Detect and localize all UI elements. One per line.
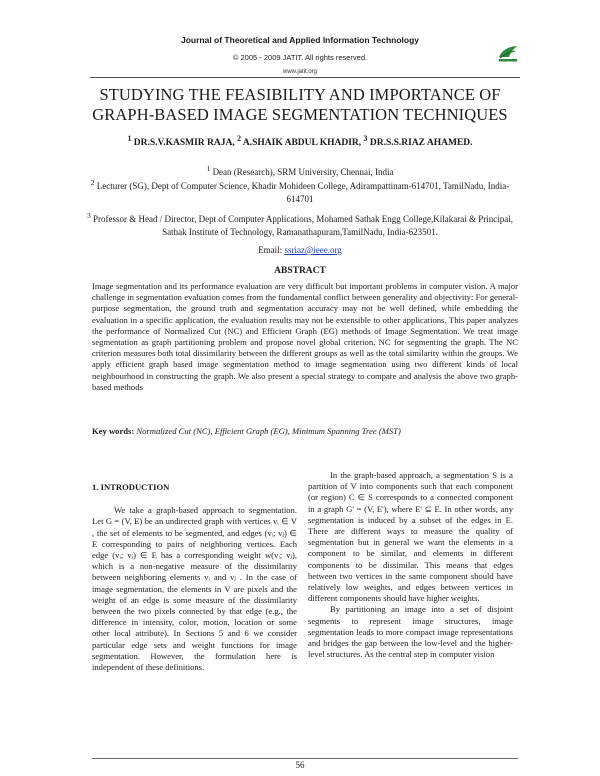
paper-title-line-1: STUDYING THE FEASIBILITY AND IMPORTANCE OF — [99, 85, 501, 104]
website-url[interactable]: www.jatit.org — [282, 69, 317, 75]
author-1-number: 1 — [127, 134, 132, 143]
email-label: Email: — [258, 245, 285, 255]
intro-paragraph-3: By partitioning an image into a set of disjoint segments to represent image structures, image segmentation leads to more compact image representations and bridges the gap between the low-level and the higher-level structures. As the central step in computer vision — [308, 604, 513, 660]
keywords-line — [92, 426, 522, 436]
affiliation-3-text: Professor & Head / Director, Dept of Computer Applications, Mohamed Sathak Engg College,Kilakarai & Principal, Sathak Institute of Technology, Ramanathapuram,TamilNadu, India-623501. — [90, 214, 514, 237]
page-number: 56 — [295, 760, 305, 770]
author-2: A.SHAIK ABDUL KHADIR, — [241, 138, 364, 149]
abstract-text: Image segmentation and its performance evaluation are very difficult but important problems in computer vision. A major challenge in segmentation evaluation comes from the fundamental conflict between generality and objectivity: For general-purpose segmentation, the ground truth and segmentation accuracy may not be well defined, while embedding the evaluation in a specific application, the evaluation results may not be extensible to other applications. This paper analyzes the performance of Normalized Cut (NC) and Efficient Graph (EG) methods of Image Segmentation. We treat image segmentation as graph partitioning problem and propose novel global criterion, NC for segmenting the graph. The NC criterion measures both total dissimilarity between the different groups as well as the total similarity within the groups. We apply efficient graph based image segmentation method to image segmentation using two different kinds of local neighbourhood in constructing the graph. We also present a special strategy to compare and analysis the above two graph-based methods — [92, 281, 518, 392]
intro-paragraph-1: We take a graph-based approach to segmentation. Let G = (V, E) be an undirected graph with vertices vᵢ ∈ V , the set of elements to be segmented, and edges (vᵢ; vⱼ) ∈ E corresponding to pairs of neighboring vertices. Each edge (vᵢ; vⱼ) ∈ E has a corresponding weight w(vᵢ; vⱼ), which is a non-negative measure of the dissimilarity between neighboring elements vᵢ and vⱼ . In the case of image segmentation, the elements in V are pixels and the weight of an edge is some measure of the dissimilarity between the two pixels connected by that edge (e.g., the difference in intensity, color, motion, location or some other local attribute). In Sections 5 and 6 we consider particular edge sets and weight functions for image segmentation. However, the formulation here is independent of these definitions. — [92, 505, 297, 673]
author-3: DR.S.S.RIAZ AHAMED. — [367, 138, 473, 149]
affiliation-2 — [80, 176, 520, 206]
footer-rule — [92, 758, 518, 759]
affiliation-3-number: 3 — [86, 211, 91, 220]
email-link[interactable]: ssriaz@ieee.org — [284, 245, 342, 255]
keywords-label: Key words: — [92, 426, 137, 436]
copyright-line: © 2005 - 2009 JATIT. All rights reserved. — [232, 53, 368, 62]
header-rule — [90, 77, 520, 78]
abstract-heading: ABSTRACT — [274, 266, 326, 276]
affiliation-2-text: Lecturer (SG), Dept of Computer Science, Khadir Mohideen College, Adirampattinam-614701, TamilNadu, India-614701 — [94, 181, 510, 204]
intro-paragraph-2: In the graph-based approach, a segmentation S is a partition of V into components such that each component (or region) C ∈ S corresponds to a connected component in a graph G' = (V, E'), where E' ⊆ E. In other words, any segmentation is induced by a subset of the edges in E. There are different ways to measure the quality of segmentation but in general we want the elements in a component to be similar, and elements in different components to be dissimilar. This means that edges between two vertices in the same component should have relatively low weights, and edges between vertices in different components should have higher weights. — [308, 470, 513, 604]
left-column — [92, 470, 297, 673]
right-column — [308, 470, 513, 660]
affiliation-3 — [80, 209, 520, 239]
author-2-number: 2 — [237, 134, 242, 143]
paper-title-line-2: GRAPH-BASED IMAGE SEGMENTATION TECHNIQUES — [92, 105, 508, 124]
keywords-text: Normalized Cut (NC), Efficient Graph (EG), Minimum Spanning Tree (MST) — [136, 426, 401, 436]
author-1: DR.S.V.KASMIR RAJA, — [131, 138, 238, 149]
introduction-heading: 1. INTRODUCTION — [92, 482, 170, 492]
author-list — [0, 134, 600, 148]
email-line — [0, 245, 600, 255]
author-3-number: 3 — [363, 134, 368, 143]
affiliation-1-number: 1 — [206, 164, 211, 173]
journal-name: Journal of Theoretical and Applied Information Technology — [180, 35, 419, 45]
affiliation-1-text: Dean (Research), SRM University, Chennai, India — [210, 167, 394, 177]
affiliation-2-number: 2 — [90, 178, 95, 187]
